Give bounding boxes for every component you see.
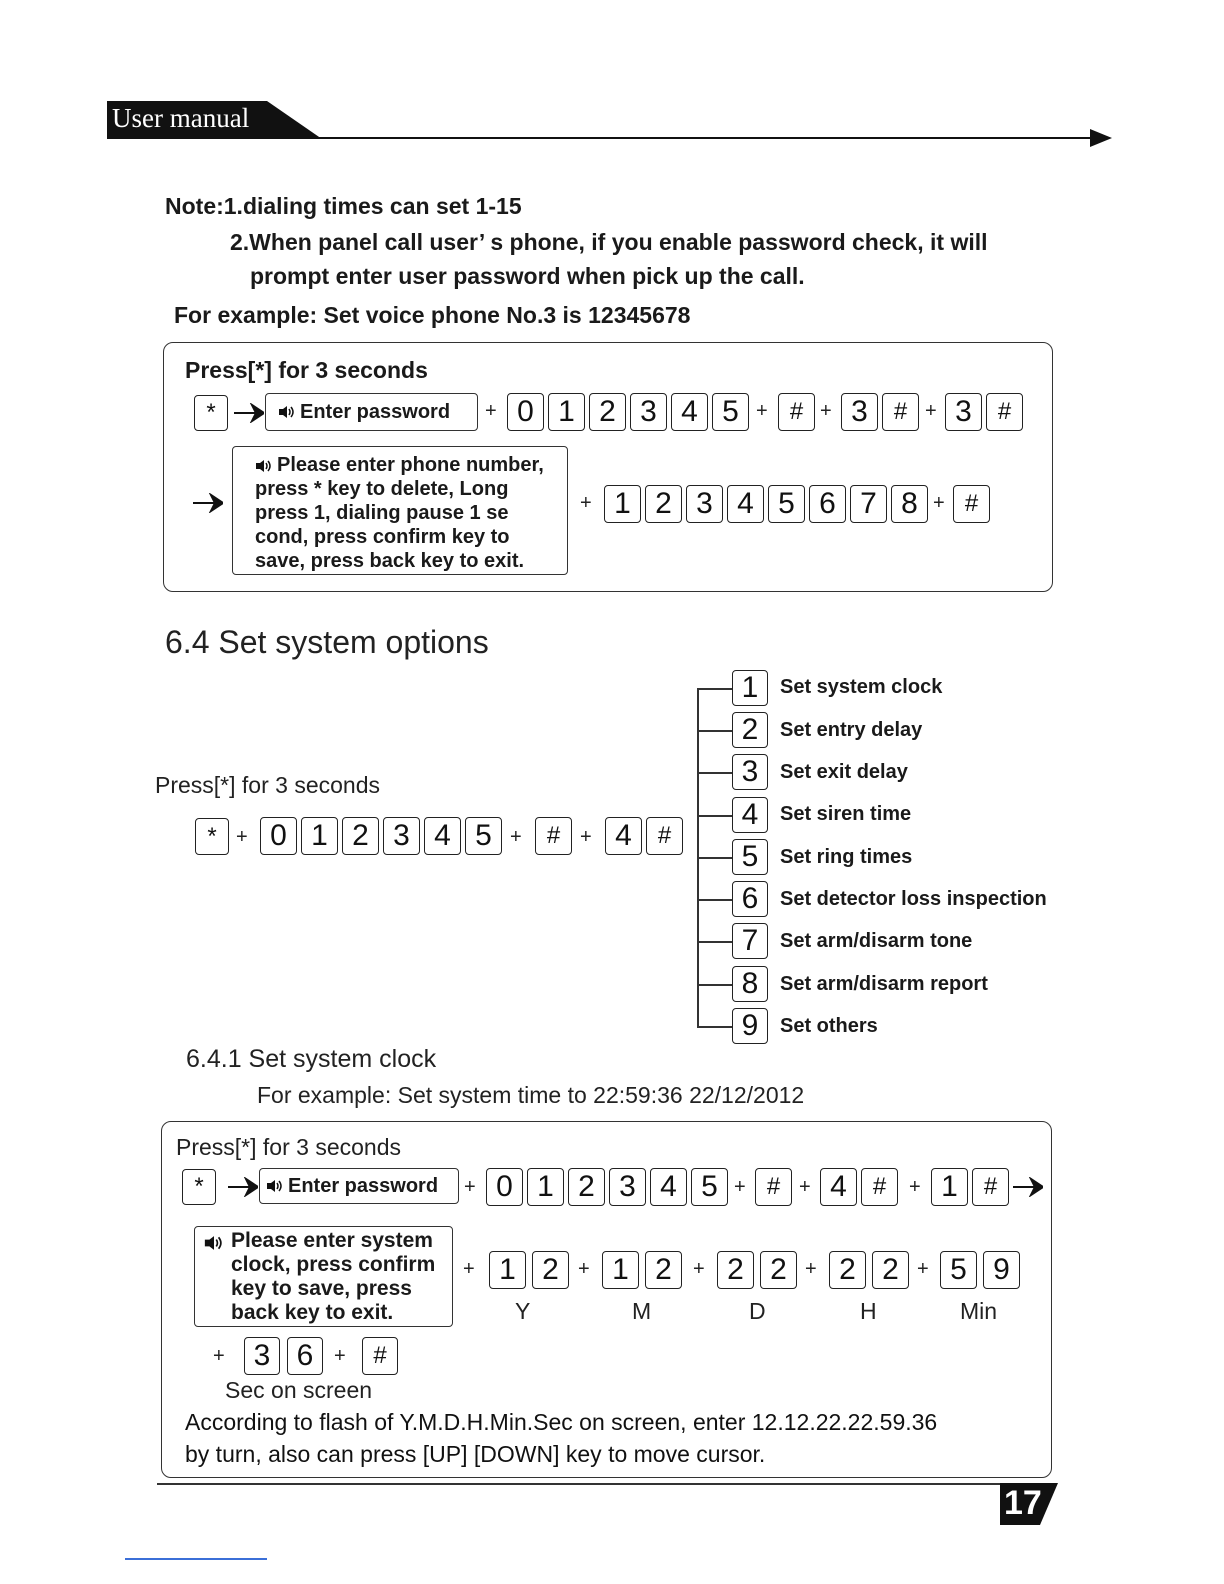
plus-sign: + xyxy=(236,826,248,848)
tree-branch xyxy=(697,857,732,859)
prompt-line: Please enter phone number, xyxy=(277,454,544,476)
panel2-press-text: Press[*] for 3 seconds xyxy=(176,1134,401,1160)
bottom-underline xyxy=(125,1558,267,1560)
key-hash[interactable]: # xyxy=(972,1168,1009,1206)
tree-branch xyxy=(697,941,732,943)
key-3[interactable]: 3 xyxy=(841,393,878,431)
instruction-line-2: by turn, also can press [UP] [DOWN] key to move cursor. xyxy=(185,1441,766,1467)
tree-branch xyxy=(697,815,732,817)
plus-sign: + xyxy=(578,1258,590,1280)
key-1[interactable]: 1 xyxy=(301,817,338,855)
option-key-6[interactable]: 6 xyxy=(732,881,768,917)
prompt-line: cond, press confirm key to xyxy=(255,526,510,548)
key-1[interactable]: 1 xyxy=(604,485,641,523)
tree-branch xyxy=(697,899,732,901)
key-4[interactable]: 4 xyxy=(605,817,642,855)
key-hash[interactable]: # xyxy=(986,393,1023,431)
plus-sign: + xyxy=(917,1258,929,1280)
key-0[interactable]: 0 xyxy=(260,817,297,855)
label-seconds: Sec on screen xyxy=(225,1377,373,1403)
key-hash[interactable]: # xyxy=(646,817,683,855)
key-7[interactable]: 7 xyxy=(850,485,887,523)
key-4[interactable]: 4 xyxy=(727,485,764,523)
key-8[interactable]: 8 xyxy=(891,485,928,523)
plus-sign: + xyxy=(925,400,937,422)
key-2[interactable]: 2 xyxy=(342,817,379,855)
footer-rule xyxy=(157,1483,1045,1485)
key-0[interactable]: 0 xyxy=(486,1168,523,1206)
key-3[interactable]: 3 xyxy=(383,817,420,855)
note-line-1: Note:1.dialing times can set 1-15 xyxy=(165,193,522,219)
key-star[interactable]: * xyxy=(194,395,228,431)
enter-password-prompt xyxy=(265,393,478,431)
example-line: For example: Set voice phone No.3 is 12345678 xyxy=(174,302,691,328)
key-3[interactable]: 3 xyxy=(686,485,723,523)
label-minute: Min xyxy=(960,1298,998,1324)
plus-sign: + xyxy=(580,492,592,514)
plus-sign: + xyxy=(213,1345,225,1367)
plus-sign: + xyxy=(510,826,522,848)
prompt-line: Please enter system xyxy=(231,1229,433,1252)
panel1-press-text: Press[*] for 3 seconds xyxy=(185,357,428,383)
speaker-icon xyxy=(203,1235,225,1251)
plus-sign: + xyxy=(485,400,497,422)
arrow-right-icon xyxy=(1013,1177,1043,1197)
key-2[interactable]: 2 xyxy=(872,1251,909,1289)
key-3[interactable]: 3 xyxy=(630,393,667,431)
plus-sign: + xyxy=(464,1176,476,1198)
plus-sign: + xyxy=(693,1258,705,1280)
key-1[interactable]: 1 xyxy=(602,1251,639,1289)
option-key-7[interactable]: 7 xyxy=(732,923,768,959)
key-3[interactable]: 3 xyxy=(244,1337,280,1375)
enter-password-label: Enter password xyxy=(288,1175,439,1197)
key-hash[interactable]: # xyxy=(778,393,815,431)
section-6-4-title: 6.4 Set system options xyxy=(165,624,489,660)
section641-example: For example: Set system time to 22:59:36 22/12/2012 xyxy=(257,1082,805,1108)
section-6-4-1-title: 6.4.1 Set system clock xyxy=(186,1045,437,1073)
plus-sign: + xyxy=(933,492,945,514)
key-4[interactable]: 4 xyxy=(671,393,708,431)
instruction-line-1: According to flash of Y.M.D.H.Min.Sec on screen, enter 12.12.22.22.59.36 xyxy=(185,1409,938,1435)
key-2[interactable]: 2 xyxy=(532,1251,569,1289)
key-star[interactable]: * xyxy=(182,1169,216,1205)
key-hash[interactable]: # xyxy=(953,485,990,523)
plus-sign: + xyxy=(909,1176,921,1198)
plus-sign: + xyxy=(799,1176,811,1198)
option-label-ring-times: Set ring times xyxy=(780,846,913,868)
key-2[interactable]: 2 xyxy=(645,1251,682,1289)
prompt-line: clock, press confirm xyxy=(231,1253,436,1276)
speaker-icon xyxy=(255,459,273,473)
key-2[interactable]: 2 xyxy=(717,1251,754,1289)
system-clock-prompt xyxy=(194,1226,453,1327)
key-1[interactable]: 1 xyxy=(931,1168,968,1206)
key-5[interactable]: 5 xyxy=(712,393,749,431)
option-key-9[interactable]: 9 xyxy=(732,1008,768,1044)
label-day: D xyxy=(749,1298,766,1324)
label-year: Y xyxy=(515,1298,531,1324)
header-rule xyxy=(107,137,1092,139)
key-1[interactable]: 1 xyxy=(489,1251,526,1289)
key-9[interactable]: 9 xyxy=(983,1251,1020,1289)
key-1[interactable]: 1 xyxy=(527,1168,564,1206)
section64-press-text: Press[*] for 3 seconds xyxy=(155,772,380,798)
key-4[interactable]: 4 xyxy=(650,1168,687,1206)
key-hash[interactable]: # xyxy=(882,393,919,431)
option-label-arm-disarm-report: Set arm/disarm report xyxy=(780,973,988,995)
key-hash[interactable]: # xyxy=(535,817,572,855)
key-3[interactable]: 3 xyxy=(609,1168,646,1206)
tree-branch xyxy=(697,1026,732,1028)
key-0[interactable]: 0 xyxy=(507,393,544,431)
key-2[interactable]: 2 xyxy=(829,1251,866,1289)
speaker-icon xyxy=(266,1179,284,1193)
key-1[interactable]: 1 xyxy=(548,393,585,431)
key-hash[interactable]: # xyxy=(861,1168,898,1206)
key-5[interactable]: 5 xyxy=(691,1168,728,1206)
note-line-3: prompt enter user password when pick up the call. xyxy=(250,263,805,289)
plus-sign: + xyxy=(334,1345,346,1367)
phone-number-prompt xyxy=(232,446,568,575)
option-key-5[interactable]: 5 xyxy=(732,839,768,875)
plus-sign: + xyxy=(756,400,768,422)
header-title: User manual xyxy=(112,103,250,133)
plus-sign: + xyxy=(734,1176,746,1198)
tree-branch xyxy=(697,688,732,690)
option-label-siren-time: Set siren time xyxy=(780,803,912,825)
key-5[interactable]: 5 xyxy=(465,817,502,855)
key-5[interactable]: 5 xyxy=(768,485,805,523)
option-label-exit-delay: Set exit delay xyxy=(780,761,908,783)
option-label-arm-disarm-tone: Set arm/disarm tone xyxy=(780,930,973,952)
tree-branch xyxy=(697,772,732,774)
prompt-line: back key to exit. xyxy=(231,1301,394,1324)
option-key-1[interactable]: 1 xyxy=(732,670,768,706)
prompt-line: press * key to delete, Long xyxy=(255,478,509,500)
plus-sign: + xyxy=(580,826,592,848)
tree-branch xyxy=(697,730,732,732)
key-4[interactable]: 4 xyxy=(424,817,461,855)
arrow-right-icon xyxy=(193,493,223,513)
option-key-4[interactable]: 4 xyxy=(732,797,768,833)
option-label-entry-delay: Set entry delay xyxy=(780,719,923,741)
key-3[interactable]: 3 xyxy=(945,393,982,431)
prompt-line: key to save, press xyxy=(231,1277,412,1300)
key-6[interactable]: 6 xyxy=(287,1337,323,1375)
key-2[interactable]: 2 xyxy=(645,485,682,523)
speaker-icon xyxy=(278,405,296,419)
option-label-others: Set others xyxy=(780,1015,878,1037)
key-star[interactable]: * xyxy=(195,818,229,855)
tree-branch xyxy=(697,984,732,986)
key-2[interactable]: 2 xyxy=(760,1251,797,1289)
option-label-system-clock: Set system clock xyxy=(780,676,943,698)
prompt-line: save, press back key to exit. xyxy=(255,550,525,572)
key-hash[interactable]: # xyxy=(362,1337,398,1375)
label-hour: H xyxy=(860,1298,877,1324)
label-month: M xyxy=(632,1298,652,1324)
plus-sign: + xyxy=(463,1258,475,1280)
key-hash[interactable]: # xyxy=(755,1168,792,1206)
arrow-right-icon xyxy=(234,403,264,423)
arrow-right-icon xyxy=(228,1177,258,1197)
key-2[interactable]: 2 xyxy=(568,1168,605,1206)
key-5[interactable]: 5 xyxy=(940,1251,977,1289)
enter-password-label: Enter password xyxy=(300,401,451,423)
enter-password-prompt xyxy=(259,1168,459,1204)
header-arrow-icon xyxy=(1090,129,1112,147)
plus-sign: + xyxy=(820,400,832,422)
option-key-3[interactable]: 3 xyxy=(732,754,768,790)
key-6[interactable]: 6 xyxy=(809,485,846,523)
note-line-2: 2.When panel call user’ s phone, if you enable password check, it will xyxy=(230,229,988,255)
option-label-detector-loss: Set detector loss inspection xyxy=(780,888,1047,910)
plus-sign: + xyxy=(805,1258,817,1280)
page-number: 17 xyxy=(1004,1484,1042,1522)
key-4[interactable]: 4 xyxy=(820,1168,857,1206)
prompt-line: press 1, dialing pause 1 se xyxy=(255,502,509,524)
option-key-8[interactable]: 8 xyxy=(732,966,768,1002)
option-key-2[interactable]: 2 xyxy=(732,712,768,748)
key-2[interactable]: 2 xyxy=(589,393,626,431)
